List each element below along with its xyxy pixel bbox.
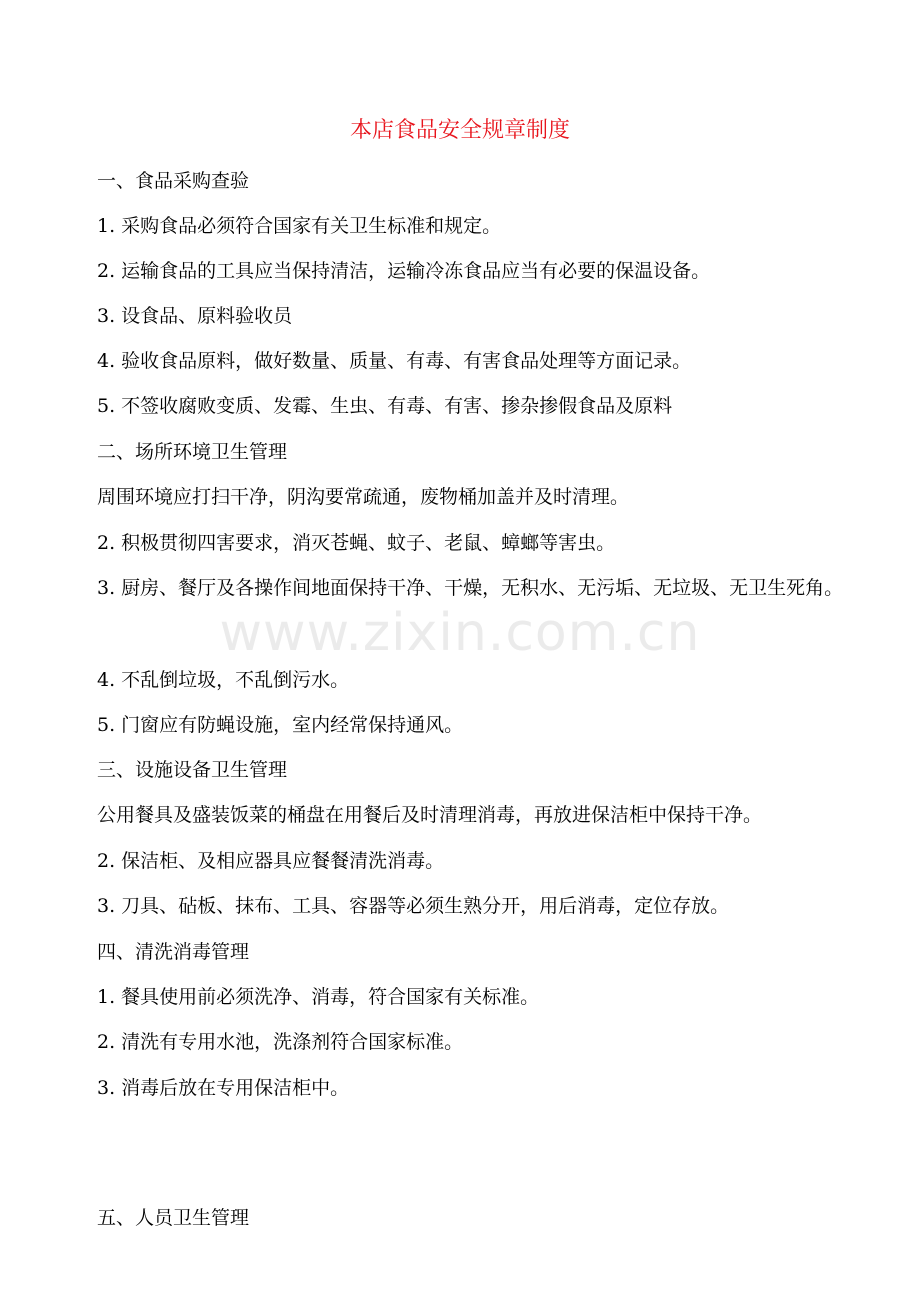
paragraph-line: 5. 门窗应有防蝇设施，室内经常保持通风。 [97, 714, 464, 736]
section-heading-3: 三、设施设备卫生管理 [97, 759, 288, 781]
paragraph-line: 2. 运输食品的工具应当保持清洁，运输冷冻食品应当有必要的保温设备。 [97, 260, 711, 282]
section-heading-5: 五、人员卫生管理 [97, 1207, 250, 1229]
watermark: www.zixin.com.cn [219, 603, 701, 663]
paragraph-line: 4. 验收食品原料，做好数量、质量、有毒、有害食品处理等方面记录。 [97, 350, 692, 372]
paragraph-line: 3. 刀具、砧板、抹布、工具、容器等必须生熟分开，用后消毒，定位存放。 [97, 895, 730, 917]
section-heading-2: 二、场所环境卫生管理 [97, 441, 288, 463]
paragraph-line: 周围环境应打扫干净，阴沟要常疏通，废物桶加盖并及时清理。 [97, 486, 630, 508]
paragraph-line: 4. 不乱倒垃圾，不乱倒污水。 [97, 669, 350, 691]
paragraph-line: 3. 设食品、原料验收员 [97, 305, 293, 327]
document-title: 本店食品安全规章制度 [349, 118, 570, 143]
paragraph-line: 公用餐具及盛装饭菜的桶盘在用餐后及时清理消毒，再放进保洁柜中保持干净。 [97, 804, 763, 826]
paragraph-line: 2. 保洁柜、及相应器具应餐餐清洗消毒。 [97, 850, 445, 872]
paragraph-line: 1. 采购食品必须符合国家有关卫生标准和规定。 [97, 215, 502, 237]
paragraph-line: 5. 不签收腐败变质、发霉、生虫、有毒、有害、掺杂掺假食品及原料 [97, 395, 673, 417]
section-heading-4: 四、清洗消毒管理 [97, 941, 250, 963]
paragraph-line: 1. 餐具使用前必须洗净、消毒，符合国家有关标准。 [97, 986, 540, 1008]
section-heading-1: 一、食品采购查验 [97, 170, 250, 192]
paragraph-line: 2. 积极贯彻四害要求，消灭苍蝇、蚊子、老鼠、蟑螂等害虫。 [97, 532, 616, 554]
paragraph-line: 3. 消毒后放在专用保洁柜中。 [97, 1077, 350, 1099]
paragraph-line: 2. 清洗有专用水池，洗涤剂符合国家标准。 [97, 1031, 464, 1053]
paragraph-wrapped: 3. 厨房、餐厅及各操作间地面保持干净、干燥，无积水、无污垢、无垃圾、无卫生死角。 [97, 577, 844, 599]
